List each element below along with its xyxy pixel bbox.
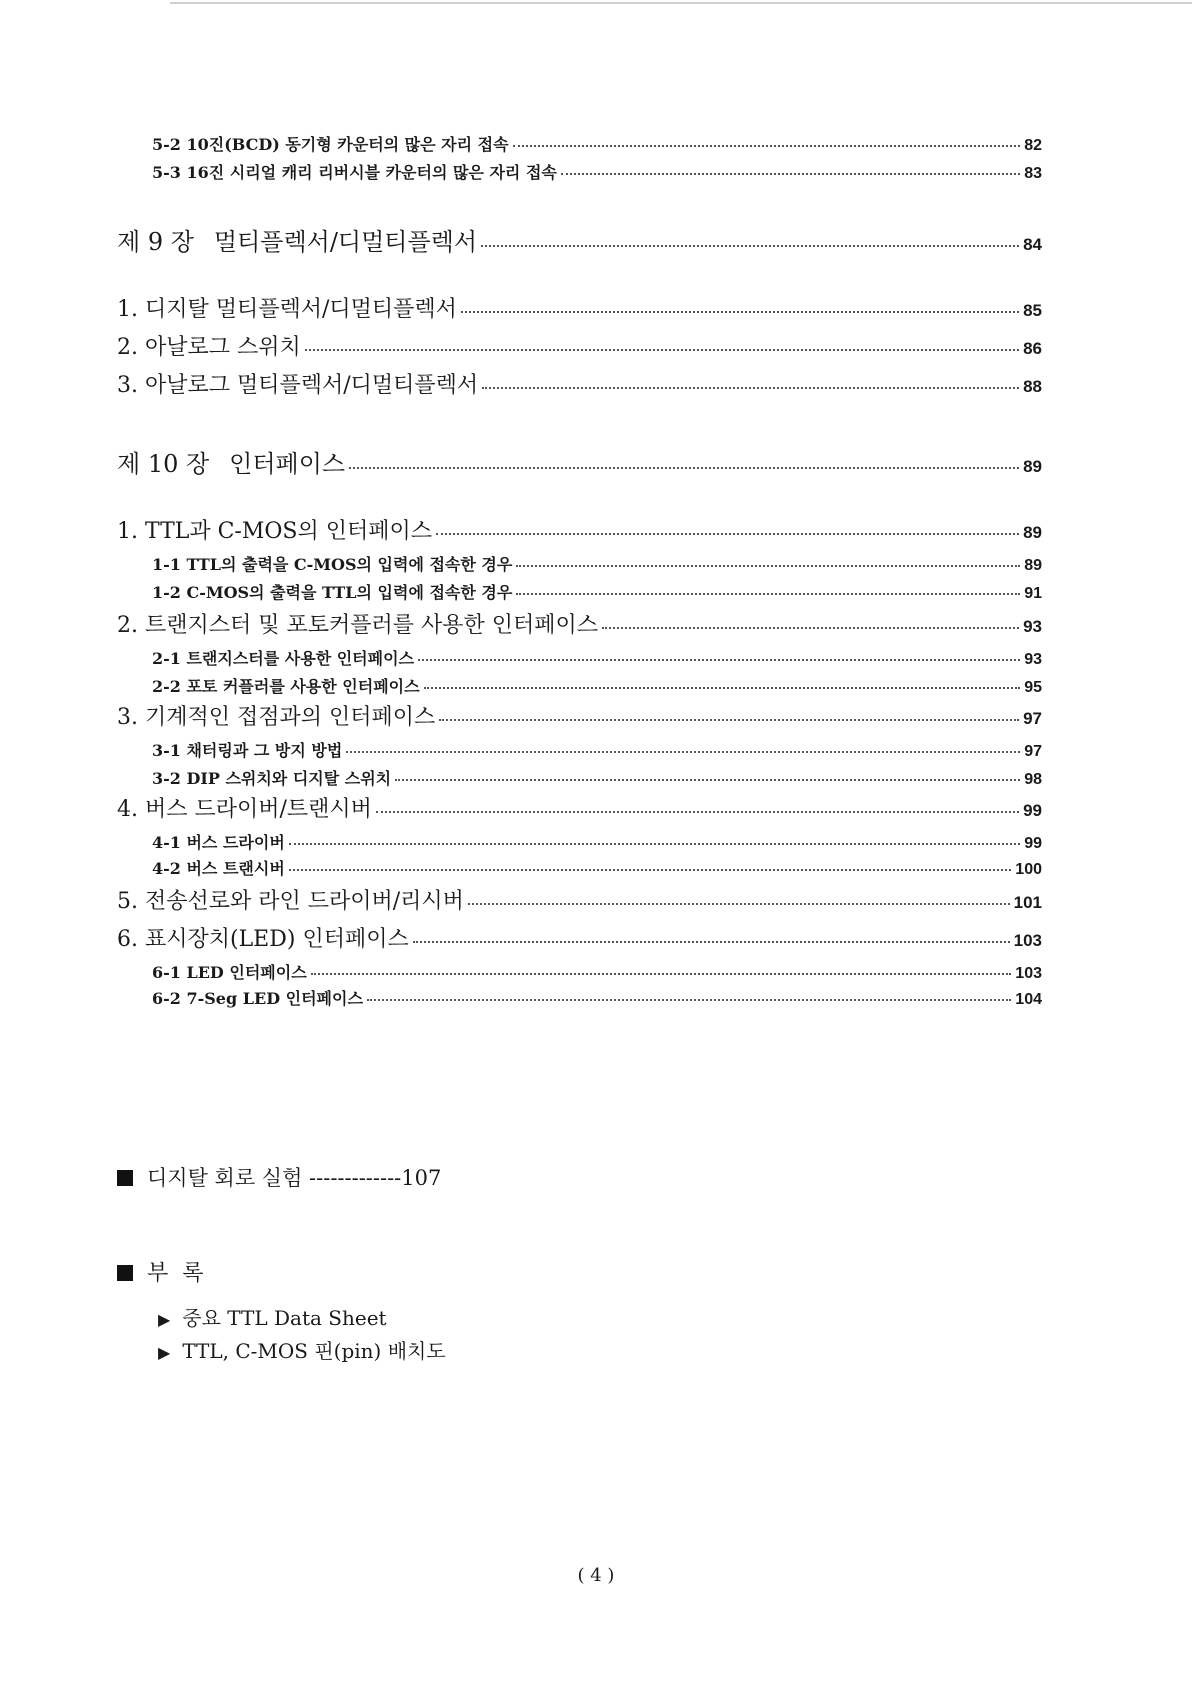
appendix-item-label: TTL, C-MOS 핀(pin) 배치도 — [182, 1339, 446, 1363]
dot-leader — [305, 349, 1019, 351]
triangle-bullet-icon: ▶ — [158, 1310, 171, 1329]
toc-entry-10-4 — [117, 792, 1042, 823]
toc-label: 3-2 DIP 스위치와 디지탈 스위치 — [152, 769, 392, 788]
toc-label: 3. 아날로그 멀티플렉서/디멀티플렉서 — [117, 373, 479, 398]
toc-entry-9-3 — [117, 368, 1042, 399]
toc-entry-10-6 — [117, 922, 1042, 953]
toc-entry-9-2 — [117, 330, 1042, 361]
dot-leader — [424, 687, 1021, 689]
toc-page: 93 — [1023, 617, 1042, 636]
toc-label: 2-2 포토 커플러를 사용한 인터페이스 — [152, 677, 420, 696]
toc-page: 100 — [1015, 861, 1042, 878]
toc-page: 101 — [1013, 893, 1042, 912]
dot-leader — [516, 565, 1020, 567]
toc-label: 4-2 버스 트랜시버 — [152, 859, 285, 878]
toc-page: 103 — [1013, 931, 1042, 950]
top-border-line — [170, 2, 1192, 4]
appendix-item-label: 중요 TTL Data Sheet — [182, 1306, 387, 1330]
toc-entry-10-3-1 — [152, 738, 1042, 761]
toc-page: 93 — [1024, 651, 1042, 668]
dot-leader — [418, 659, 1020, 661]
toc-label: 3. 기계적인 접점과의 인터페이스 — [117, 705, 436, 730]
toc-page: 104 — [1015, 991, 1042, 1008]
appendix-title: 부 록 — [147, 1261, 204, 1286]
dot-leader — [289, 843, 1020, 845]
dot-leader — [461, 311, 1019, 313]
toc-entry-10-2-2 — [152, 674, 1042, 697]
toc-chapter-9 — [117, 222, 1042, 257]
toc-page: 89 — [1023, 523, 1042, 542]
toc-entry-10-1 — [117, 514, 1042, 545]
black-square-bullet-icon — [117, 1265, 133, 1281]
toc-chapter-10 — [117, 444, 1042, 479]
toc-label: 2. 아날로그 스위치 — [117, 335, 301, 360]
toc-label: 6-1 LED 인터페이스 — [152, 963, 307, 982]
dot-leader — [413, 941, 1010, 943]
toc-label: 2. 트랜지스터 및 포토커플러를 사용한 인터페이스 — [117, 613, 598, 638]
lab-section-label: 디지탈 회로 실험 -------------107 — [147, 1166, 442, 1190]
toc-label: 4. 버스 드라이버/트랜시버 — [117, 797, 372, 822]
dot-leader — [482, 387, 1019, 389]
toc-label: 3-1 채터링과 그 방지 방법 — [152, 741, 343, 760]
toc-page: 82 — [1024, 137, 1042, 154]
toc-label: 6-2 7-Seg LED 인터페이스 — [152, 989, 363, 1008]
toc-page: 88 — [1023, 377, 1042, 396]
toc-label: 1. TTL과 C-MOS의 인터페이스 — [117, 519, 432, 544]
appendix-heading — [117, 1256, 204, 1287]
chapter-number: 제 10 장 — [117, 450, 210, 478]
toc-entry-10-1-1 — [152, 552, 1042, 575]
dot-leader — [481, 245, 1019, 247]
toc-page: 89 — [1023, 457, 1042, 476]
toc-label: 1-2 C-MOS의 출력을 TTL의 입력에 접속한 경우 — [152, 583, 513, 602]
dot-leader — [516, 593, 1020, 595]
toc-label: 5-2 10진(BCD) 동기형 카운터의 많은 자리 접속 — [152, 135, 509, 154]
toc-label: 5. 전송선로와 라인 드라이버/리시버 — [117, 889, 464, 914]
page-number: ( 4 ) — [577, 1565, 615, 1586]
toc-entry-10-5 — [117, 884, 1042, 915]
toc-page: 97 — [1024, 743, 1042, 760]
dot-leader — [349, 467, 1019, 469]
toc-page: 95 — [1024, 679, 1042, 696]
toc-entry-5-2 — [152, 132, 1042, 155]
dot-leader — [376, 811, 1019, 813]
toc-entry-10-1-2 — [152, 580, 1042, 603]
toc-page: 99 — [1023, 801, 1042, 820]
black-square-bullet-icon — [117, 1170, 133, 1186]
toc-page: 86 — [1023, 339, 1042, 358]
toc-entry-10-3-2 — [152, 766, 1042, 789]
toc-page: 98 — [1024, 771, 1042, 788]
dot-leader — [602, 627, 1019, 629]
toc-entry-10-2-1 — [152, 646, 1042, 669]
dot-leader — [311, 973, 1012, 975]
dot-leader — [367, 999, 1011, 1001]
toc-page: 91 — [1024, 585, 1042, 602]
toc-label: 1-1 TTL의 출력을 C-MOS의 입력에 접속한 경우 — [152, 555, 513, 574]
triangle-bullet-icon: ▶ — [158, 1343, 171, 1362]
dot-leader — [346, 751, 1020, 753]
toc-entry-10-4-2 — [152, 856, 1042, 879]
appendix-item — [158, 1335, 446, 1364]
chapter-number: 제 9 장 — [117, 228, 194, 256]
toc-page: 89 — [1024, 557, 1042, 574]
toc-page: 103 — [1015, 965, 1042, 982]
chapter-title: 멀티플렉서/디멀티플렉서 — [213, 228, 478, 256]
toc-entry-10-6-1 — [152, 960, 1042, 983]
toc-label: 4-1 버스 드라이버 — [152, 833, 285, 852]
toc-label: 2-1 트랜지스터를 사용한 인터페이스 — [152, 649, 415, 668]
toc-entry-10-2 — [117, 608, 1042, 639]
dot-leader — [439, 719, 1019, 721]
toc-entry-9-1 — [117, 292, 1042, 323]
toc-entry-10-4-1 — [152, 830, 1042, 853]
appendix-item — [158, 1302, 387, 1331]
toc-page: 84 — [1023, 235, 1042, 254]
toc-page: 85 — [1023, 301, 1042, 320]
toc-entry-10-3 — [117, 700, 1042, 731]
dot-leader — [561, 173, 1020, 175]
toc-label: 1. 디지탈 멀티플렉서/디멀티플렉서 — [117, 297, 457, 322]
toc-label: 6. 표시장치(LED) 인터페이스 — [117, 927, 409, 952]
toc-page: 99 — [1024, 835, 1042, 852]
dot-leader — [513, 145, 1021, 147]
dot-leader — [395, 779, 1020, 781]
dot-leader — [468, 903, 1010, 905]
toc-entry-5-3 — [152, 160, 1042, 183]
chapter-title: 인터페이스 — [229, 450, 346, 478]
toc-page: 83 — [1024, 165, 1042, 182]
toc-entry-10-6-2 — [152, 986, 1042, 1009]
lab-section-entry — [117, 1162, 441, 1192]
dot-leader — [436, 533, 1019, 535]
dot-leader — [289, 869, 1012, 871]
toc-label: 5-3 16진 시리얼 캐리 리버시블 카운터의 많은 자리 접속 — [152, 163, 557, 182]
toc-page: 97 — [1023, 709, 1042, 728]
